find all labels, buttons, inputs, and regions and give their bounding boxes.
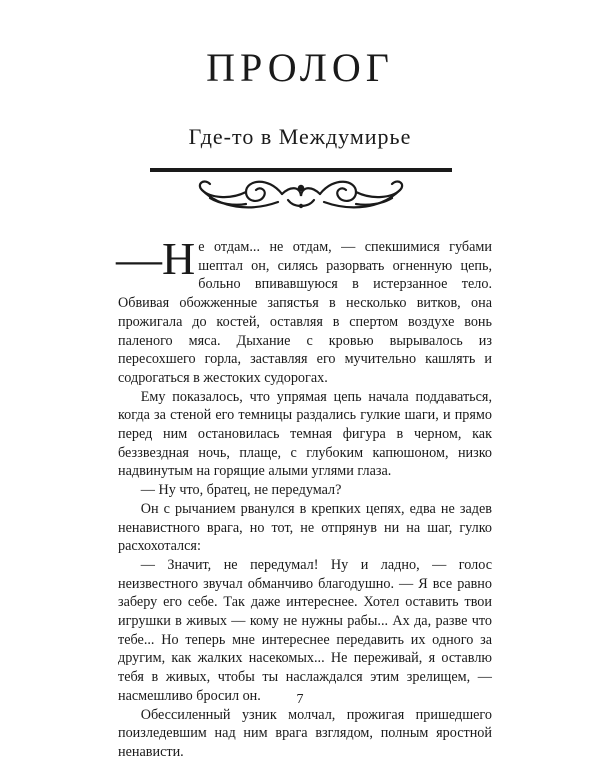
paragraph: Он с рычанием рванулся в крепких цепях, едва не задев ненавистного врага, но тот, не отпрянув ни на шаг, гулко расхохотался:: [118, 500, 492, 555]
page-number: 7: [296, 692, 304, 707]
chapter-title: ПРОЛОГ: [206, 45, 394, 90]
paragraph: — Значит, не передумал! Ну и ладно, — голос неизвестного звучал обманчиво благодушно. — Я все равно заберу его себе. Так даже интереснее. Хотел оставить твои игрушки в живых — кому не нужны рабы... Ах да, разве что тебе... Но теперь мне интереснее передавить их одного за другим, как жалких насекомых... Не переживай, я оставлю тебя в живых, чтобы ты наслаждался этим зрелищем, — насмешливо бросил он.: [118, 556, 492, 704]
paragraph: Ему показалось, что упрямая цепь начала поддаваться, когда за стеной его темницы раздались гулкие шаги, и прямо перед ним остановилась темная фигура в черном, как беззвездная ночь, плаще, с глубоким капюшоном, низко надвинутым на горящие алыми углями глаза.: [118, 388, 492, 480]
drop-cap: —Н: [116, 233, 196, 284]
chapter-subtitle: Где-то в Междумирье: [188, 124, 412, 149]
body-text: [116, 233, 492, 762]
paragraph: —Н е отдам... не отдам, — спекшимися губами шептал он, силясь разорвать огненную цепь, больно впивавшуюся в истерзанное тело. Обвивая обожженные запястья в несколько витков, она прожигала до костей, оставляя в спертом воздухе вонь паленого мяса. Дыхание с кровью вырывалось из пересохшего горла, заставляя его мучительно кашлять и содрогаться в жестоких судорогах.: [116, 233, 492, 386]
flourish-divider-icon: [150, 168, 452, 222]
paragraph: Обессиленный узник молчал, прожигая пришедшего поизледевшим над ним врага взглядом, полным яростной ненависти.: [118, 706, 492, 760]
paragraph: — Ну что, братец, не передумал?: [140, 482, 342, 499]
